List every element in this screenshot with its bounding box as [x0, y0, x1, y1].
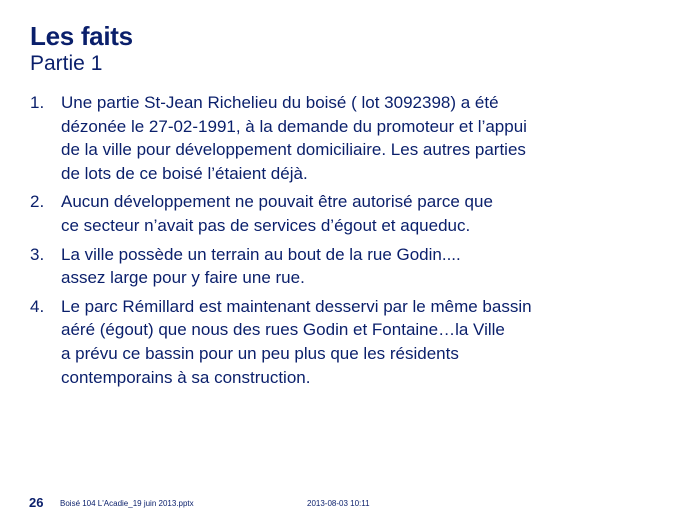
fact-item-1: [30, 91, 650, 185]
fact-item-2: [30, 190, 650, 237]
fact-text: [61, 190, 650, 237]
fact-text: [61, 91, 650, 185]
fact-line: de la ville pour développement domiciliaire. Les autres parties: [61, 140, 526, 160]
slide-subtitle: Partie 1: [30, 52, 103, 75]
fact-line: de lots de ce boisé l’étaient déjà.: [61, 163, 308, 183]
fact-line: Aucun développement ne pouvait être autorisé parce que: [61, 192, 493, 212]
fact-line: a prévu ce bassin pour un peu plus que les résidents: [61, 343, 459, 363]
fact-line: Le parc Rémillard est maintenant desservi par le même bassin: [61, 296, 532, 316]
fact-line: Une partie St-Jean Richelieu du boisé ( lot 3092398) a été: [61, 93, 499, 112]
fact-number: 1.: [30, 93, 45, 112]
file-name: Boisé 104 L'Acadie_19 juin 2013.pptx: [60, 499, 194, 508]
fact-line: assez large pour y faire une rue.: [61, 268, 305, 288]
fact-number: 3.: [30, 244, 45, 264]
page-number: 26: [29, 495, 44, 510]
fact-text: [61, 295, 650, 389]
fact-line: aéré (égout) que nous des rues Godin et Fontaine…la Ville: [61, 320, 505, 340]
fact-line: ce secteur n’avait pas de services d’égout et aqueduc.: [61, 215, 471, 235]
fact-line: La ville possède un terrain au bout de la rue Godin....: [61, 244, 461, 264]
fact-item-3: [30, 243, 650, 290]
slide-footer: [0, 495, 675, 513]
fact-number: 2.: [30, 192, 45, 212]
facts-list: [30, 91, 650, 394]
fact-line: contemporains à sa construction.: [61, 367, 311, 387]
date-stamp: 2013-08-03 10:11: [307, 499, 370, 508]
slide-title: Les faits: [30, 21, 133, 51]
fact-number: 4.: [30, 296, 45, 316]
fact-line: dézonée le 27-02-1991, à la demande du promoteur et l’appui: [61, 116, 527, 136]
fact-item-4: [30, 295, 650, 389]
fact-text: [61, 243, 650, 290]
